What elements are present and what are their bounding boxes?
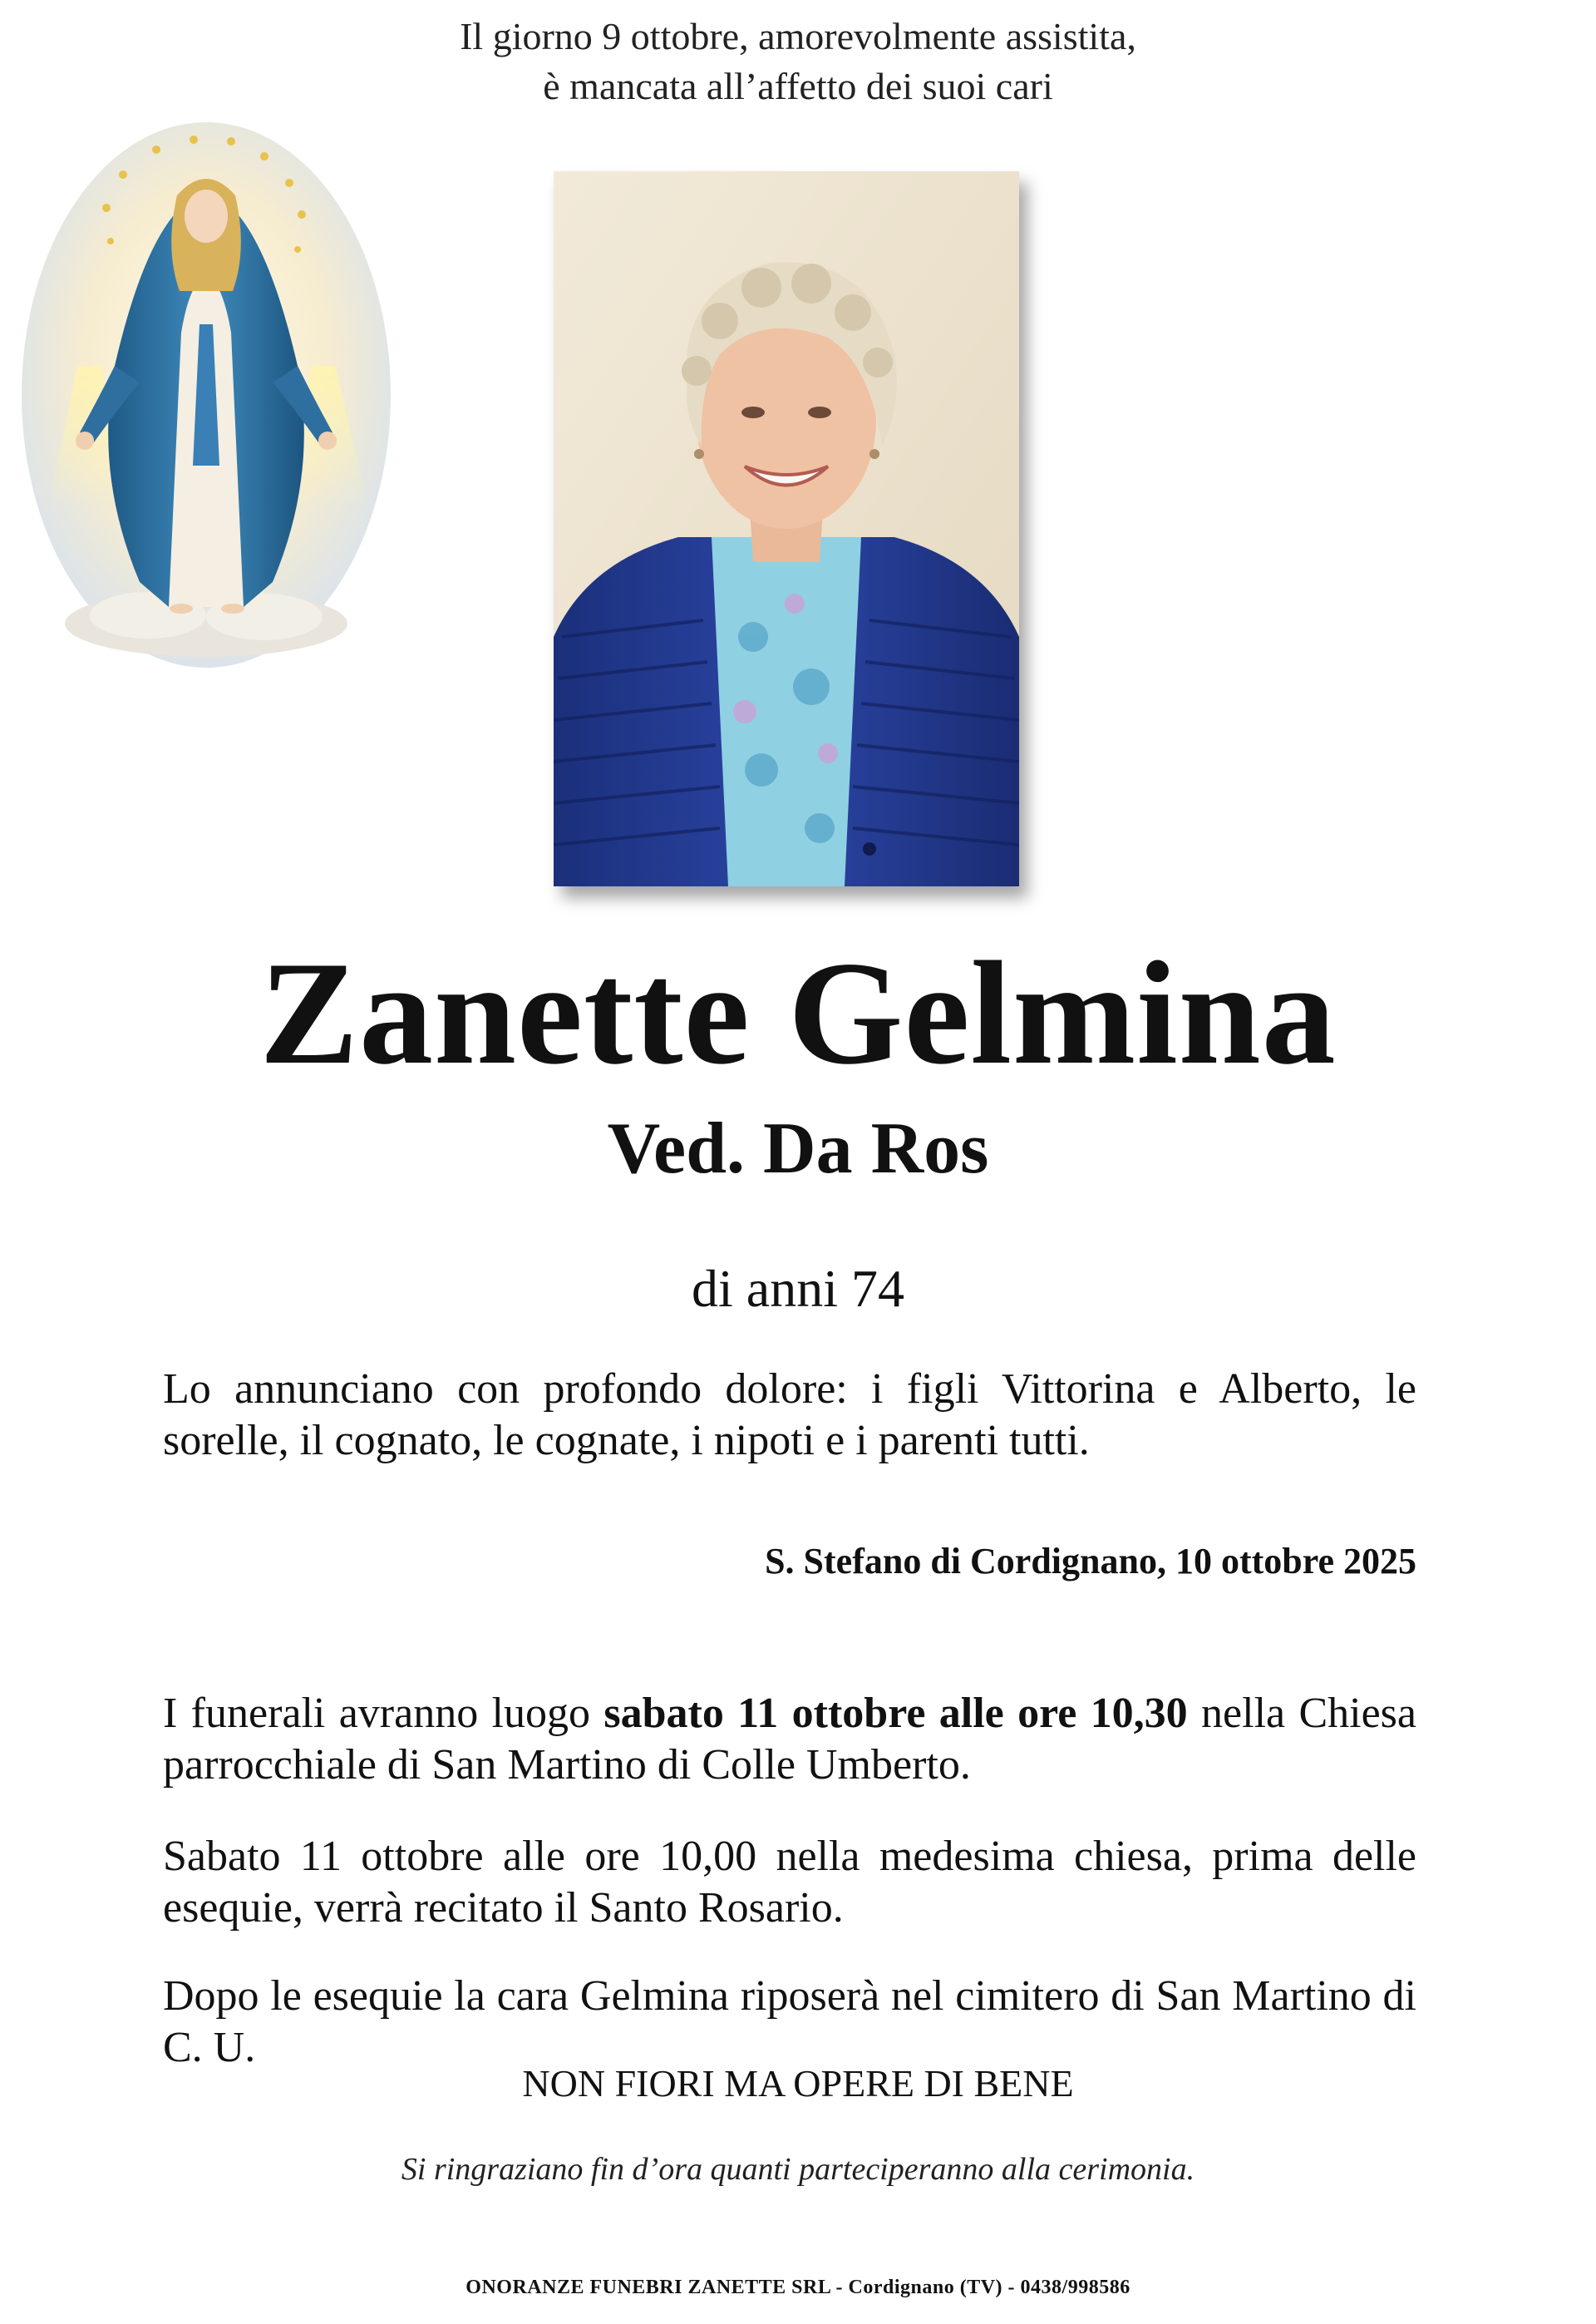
widow-of: Ved. Da Ros <box>607 1108 989 1189</box>
funeral-date-time: sabato 11 ottobre alle ore 10,30 <box>603 1690 1188 1737</box>
announcement-paragraph: Lo annunciano con profondo dolore: i figli Vittorina e Alberto, le sorelle, il cognato, le cognate, i nipoti e i parenti tutti. <box>163 1365 1416 1464</box>
intro-text <box>0 12 1596 111</box>
thanks-note: Si ringraziano fin d’ora quanti parteciperanno alla cerimonia. <box>401 2152 1195 2187</box>
intro-line-2: è mancata all’affetto dei suoi cari <box>543 65 1053 107</box>
intro-line-1: Il giorno 9 ottobre, amorevolmente assistita, <box>460 15 1136 57</box>
rosary-paragraph: Sabato 11 ottobre alle ore 10,00 nella medesima chiesa, prima delle esequie, verrà recitato il Santo Rosario. <box>163 1833 1416 1932</box>
age: di anni 74 <box>692 1259 904 1318</box>
funeral-text-pre: I funerali avranno luogo <box>163 1690 604 1737</box>
place-date: S. Stefano di Cordignano, 10 ottobre 2025 <box>765 1541 1416 1581</box>
funeral-home-footer: ONORANZE FUNEBRI ZANETTE SRL - Cordignano (TV) - 0438/998586 <box>466 2277 1130 2298</box>
burial-paragraph: Dopo le esequie la cara Gelmina riposerà nel cimitero di San Martino di C. U. <box>163 1972 1416 2071</box>
deceased-name: Zanette Gelmina <box>259 930 1337 1095</box>
madonna-image <box>15 116 397 674</box>
funeral-paragraph <box>163 1688 1416 1791</box>
no-flowers-note: NON FIORI MA OPERE DI BENE <box>522 2062 1074 2104</box>
funeral-text-post: nella Chiesa parrocchiale di San Martino di Colle Umberto. <box>163 1690 1416 1789</box>
portrait-photo <box>554 171 1019 886</box>
